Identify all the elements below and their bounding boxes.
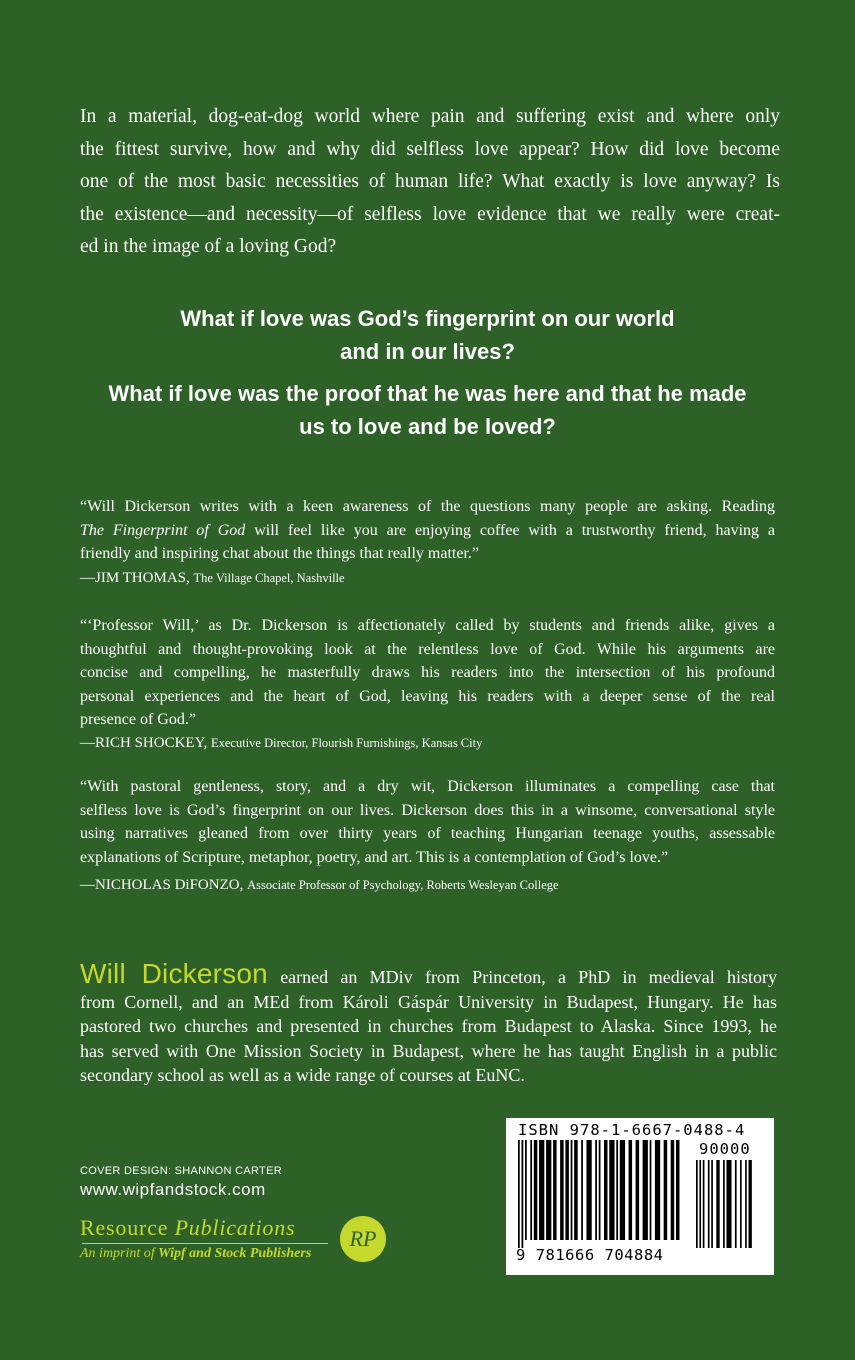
author-name: Will Dickerson	[80, 958, 268, 989]
endorser-affiliation: Executive Director, Flourish Furnishings, Kansas City	[211, 736, 483, 750]
barcode-bar	[671, 1140, 675, 1240]
cover-design-credit: COVER DESIGN: SHANNON CARTER	[80, 1165, 282, 1177]
ean-digits: 9 781666 704884	[516, 1246, 664, 1264]
endorser-name: —JIM THOMAS,	[80, 570, 190, 586]
barcode-bar	[723, 1160, 725, 1248]
bio-line: pastored two churches and presented in churches from Budapest to Alaska. Since 1993, he	[80, 1016, 777, 1036]
intro-line: one of the most basic necessities of human life? What exactly is love anyway? Is	[80, 171, 780, 192]
barcode-bar	[716, 1160, 719, 1248]
intro-paragraph	[80, 101, 780, 264]
question-line: What if love was God’s fingerprint on our world	[180, 306, 675, 331]
publisher-name: Resource Publications	[80, 1215, 296, 1240]
publisher-website: www.wipfandstock.com	[80, 1180, 266, 1199]
barcode-bar	[581, 1140, 583, 1240]
barcode-bar	[703, 1160, 705, 1248]
question-fingerprint	[40, 302, 815, 368]
barcode-bar	[530, 1140, 532, 1240]
barcode-bar	[604, 1140, 608, 1240]
question-proof	[40, 377, 815, 443]
barcode-bar	[620, 1140, 625, 1240]
endorsement-line: personal experiences and the heart of God, leaving his readers with a deeper sense of the real	[80, 687, 775, 705]
barcode-bar	[636, 1140, 640, 1240]
barcode-bar	[553, 1140, 557, 1240]
barcode-bar	[676, 1140, 680, 1240]
barcode-bar	[539, 1140, 544, 1240]
barcode-bar	[522, 1140, 524, 1248]
question-line: What if love was the proof that he was here and that he made	[108, 381, 747, 406]
barcode-bar	[599, 1140, 601, 1240]
barcode-bar	[711, 1160, 713, 1248]
intro-line: ed in the image of a loving God?	[80, 236, 337, 257]
endorser-name: —RICH SHOCKEY,	[80, 735, 208, 751]
endorsement-line: selfless love is God’s fingerprint on our lives. Dickerson does this in a winsome, conversational style	[80, 801, 775, 819]
barcode-bar	[748, 1160, 751, 1248]
barcode-bar	[560, 1140, 564, 1240]
barcode-bar	[643, 1140, 648, 1240]
intro-line: In a material, dog-eat-dog world where pain and suffering exist and where only	[80, 106, 780, 127]
barcode-bar	[745, 1160, 747, 1248]
endorsement-line: “Will Dickerson writes with a keen awareness of the questions many people are asking. Reading	[80, 498, 775, 515]
bio-line: secondary school as well as a wide range of courses at EuNC.	[80, 1065, 525, 1085]
publisher-imprint: An imprint of Wipf and Stock Publishers	[80, 1246, 312, 1261]
barcode-bar	[629, 1140, 633, 1240]
barcode-bar	[664, 1140, 668, 1240]
question-line: and in our lives?	[340, 339, 515, 364]
barcode-bar	[525, 1140, 527, 1240]
barcode-bar	[546, 1140, 551, 1240]
endorsement-attribution	[80, 877, 559, 894]
endorsement-rich-shockey	[80, 614, 775, 732]
endorsement-jim-thomas	[80, 495, 775, 566]
endorsement-attribution	[80, 735, 482, 752]
endorsement-line: “With pastoral gentleness, story, and a dry wit, Dickerson illuminates a compelling case that	[80, 778, 775, 795]
barcode-bar	[735, 1160, 737, 1248]
barcode-bar	[518, 1140, 520, 1248]
barcode-bar	[534, 1140, 538, 1240]
barcode-bar	[696, 1160, 698, 1248]
barcode-bar	[574, 1140, 578, 1240]
endorsement-attribution	[80, 570, 345, 587]
isbn-label: ISBN 978-1-6667-0488-4	[518, 1121, 746, 1139]
endorsement-line: The Fingerprint of God will feel like you are enjoying coffee with a trustworthy friend, having a	[80, 521, 775, 539]
barcode-bar	[708, 1160, 710, 1248]
barcode-bar	[650, 1140, 652, 1240]
bio-line: has served with One Mission Society in Budapest, where he has taught English in a public	[80, 1040, 777, 1061]
question-line: us to love and be loved?	[299, 414, 556, 439]
barcode-bar	[571, 1140, 573, 1240]
endorsement-line: thoughtful and thought-provoking look at the relentless love of God. While his arguments are	[80, 640, 775, 658]
publisher-logo-icon: RP	[340, 1216, 386, 1262]
barcode-bar	[726, 1160, 731, 1248]
endorsement-line: “‘Professor Will,’ as Dr. Dickerson is affectionately called by students and friends alike, gives a	[80, 617, 775, 634]
bio-line: Will Dickerson earned an MDiv from Princeton, a PhD in medieval history	[80, 958, 777, 989]
endorsement-line: presence of God.”	[80, 711, 196, 728]
barcode-bar	[740, 1160, 742, 1248]
barcode-bar	[586, 1140, 591, 1240]
endorsement-line: explanations of Scripture, metaphor, poetry, and art. This is a contemplation of God’s love.”	[80, 848, 669, 866]
intro-line: the fittest survive, how and why did selfless love appear? How did love become	[80, 138, 780, 160]
ean-barcode-bars	[518, 1140, 690, 1248]
book-title: The Fingerprint of God	[80, 521, 246, 539]
endorser-affiliation: Associate Professor of Psychology, Roberts Wesleyan College	[247, 878, 559, 892]
intro-line: the existence—and necessity—of selfless love evidence that we really were creat-	[80, 203, 780, 225]
barcode-bar	[655, 1140, 660, 1240]
endorser-name: —NICHOLAS DiFONZO,	[80, 877, 244, 893]
barcode-bar	[595, 1140, 597, 1240]
author-bio	[80, 958, 777, 1088]
barcode-bar	[609, 1140, 614, 1240]
endorsement-nicholas-difonzo	[80, 775, 775, 869]
addon-barcode-bars	[696, 1160, 762, 1248]
endorsement-line: concise and compelling, he masterfully draws his readers into the intersection of his profound	[80, 664, 775, 681]
bio-line: from Cornell, and an MEd from Károli Gáspár University in Budapest, Hungary. He has	[80, 991, 777, 1012]
price-code: 90000	[699, 1140, 751, 1158]
publisher-rule	[82, 1243, 328, 1244]
endorser-affiliation: The Village Chapel, Nashville	[193, 571, 345, 585]
barcode-bar	[699, 1160, 701, 1248]
endorsement-line: friendly and inspiring chat about the things that really matter.”	[80, 545, 479, 562]
barcode-bar	[565, 1140, 569, 1240]
isbn-barcode	[506, 1118, 774, 1275]
endorsement-line: using narratives gleaned from over thirty years of teaching Hungarian teenage youths, assessable	[80, 825, 775, 842]
barcode-bar	[616, 1140, 618, 1240]
